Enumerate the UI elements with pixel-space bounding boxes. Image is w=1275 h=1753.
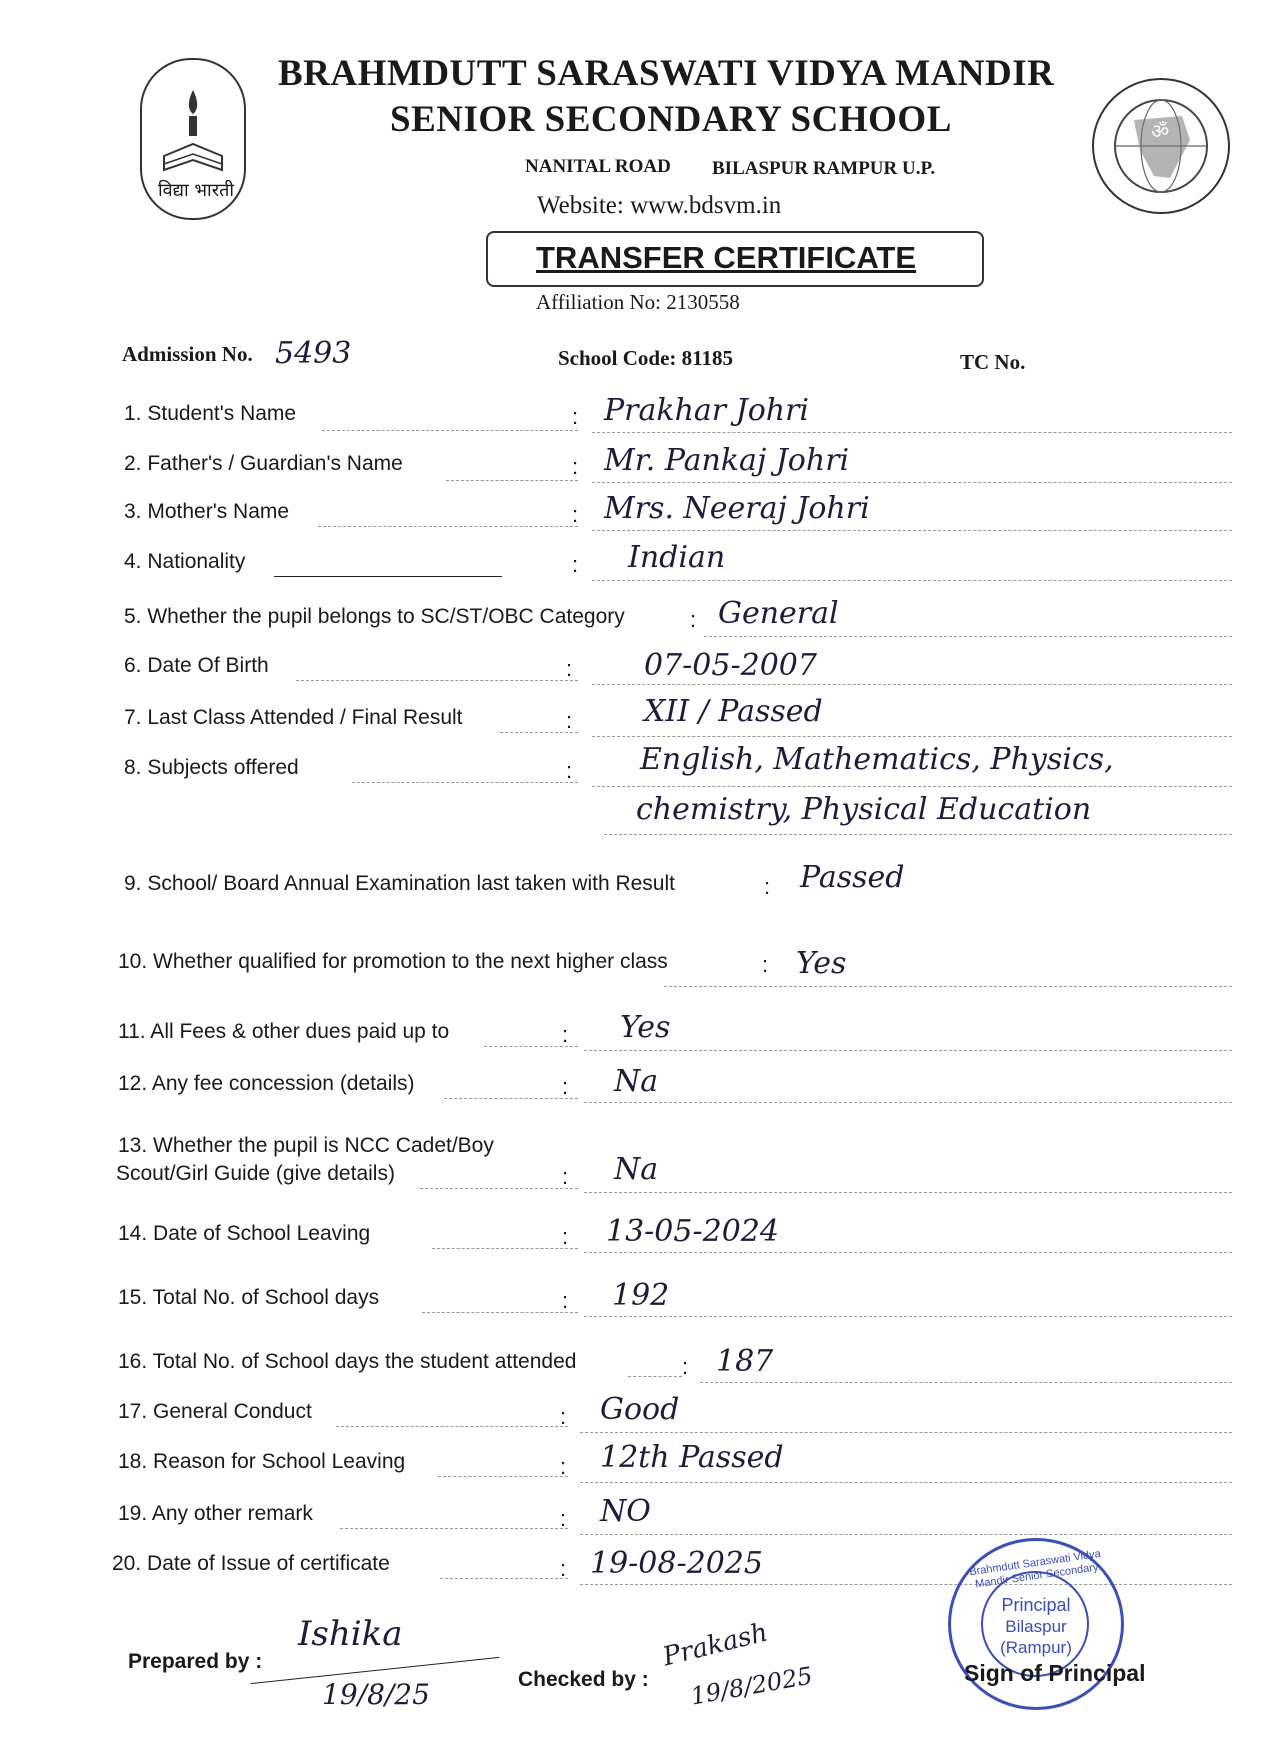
leaving-date-value: 13-05-2024 xyxy=(606,1214,779,1249)
dotted-leader xyxy=(336,1426,568,1427)
fees-paid-value: Yes xyxy=(620,1010,671,1045)
dotted-leader xyxy=(592,786,1232,787)
promotion-value: Yes xyxy=(796,946,847,981)
dotted-leader xyxy=(704,636,1232,637)
category-value: General xyxy=(718,596,839,631)
dotted-leader xyxy=(322,430,578,431)
school-days-value: 192 xyxy=(612,1278,670,1313)
dotted-leader xyxy=(592,684,1232,685)
field-label: 2. Father's / Guardian's Name xyxy=(124,452,403,475)
checked-by-date: 19/8/2025 xyxy=(688,1661,815,1711)
underline xyxy=(274,576,502,577)
globe-om-icon xyxy=(1094,80,1228,212)
colon: : xyxy=(562,1164,569,1189)
field-label: 10. Whether qualified for promotion to the next higher class xyxy=(118,950,668,973)
colon: : xyxy=(562,1288,569,1313)
dotted-leader xyxy=(432,1248,578,1249)
field-label: 5. Whether the pupil belongs to SC/ST/OBC Category xyxy=(124,605,625,628)
field-label: 17. General Conduct xyxy=(118,1400,312,1423)
colon: : xyxy=(566,708,573,733)
dotted-leader xyxy=(584,1192,1232,1193)
colon: : xyxy=(682,1354,689,1379)
stamp-center-line3: (Rampur) xyxy=(1000,1638,1072,1657)
dotted-leader xyxy=(592,530,1232,531)
dotted-leader xyxy=(318,526,578,527)
school-code: School Code: 81185 xyxy=(558,346,734,370)
bharatiya-shiksha-samiti-logo xyxy=(1092,78,1230,214)
prepared-by-label: Prepared by : xyxy=(128,1650,263,1673)
ncc-value: Na xyxy=(614,1152,659,1187)
field-label: 19. Any other remark xyxy=(118,1502,313,1525)
field-label: 13. Whether the pupil is NCC Cadet/Boy xyxy=(118,1134,494,1157)
conduct-value: Good xyxy=(600,1392,680,1427)
field-label: 11. All Fees & other dues paid up to xyxy=(118,1020,450,1043)
dotted-leader xyxy=(580,1482,1232,1483)
dotted-leader xyxy=(438,1476,568,1477)
admission-value: 5493 xyxy=(275,336,352,371)
dotted-leader xyxy=(296,680,578,681)
field-label-line2: Scout/Girl Guide (give details) xyxy=(116,1162,395,1185)
field-label: 15. Total No. of School days xyxy=(118,1286,380,1309)
checked-by-label: Checked by : xyxy=(518,1668,649,1691)
colon: : xyxy=(764,874,771,899)
field-label: 7. Last Class Attended / Final Result xyxy=(124,706,463,729)
dotted-leader xyxy=(444,1098,578,1099)
prepared-by-signature: Ishika xyxy=(298,1614,403,1654)
field-label: 8. Subjects offered xyxy=(124,756,299,779)
tc-number-label: TC No. xyxy=(960,350,1026,374)
father-name-value: Mr. Pankaj Johri xyxy=(604,443,850,478)
dotted-leader xyxy=(420,1188,578,1189)
colon: : xyxy=(562,1224,569,1249)
last-class-value: XII / Passed xyxy=(644,694,823,729)
dotted-leader xyxy=(584,1050,1232,1051)
dotted-leader xyxy=(340,1528,568,1529)
dotted-leader xyxy=(592,432,1232,433)
leaving-reason-value: 12th Passed xyxy=(600,1440,784,1475)
stamp-center-line2: Bilaspur xyxy=(1005,1617,1067,1636)
colon: : xyxy=(560,1506,567,1531)
dotted-leader xyxy=(580,1584,1232,1585)
stamp-center-line1: Principal xyxy=(1001,1595,1071,1615)
affiliation-number: Affiliation No: 2130558 xyxy=(536,290,740,314)
days-attended-value: 187 xyxy=(716,1344,774,1379)
dotted-leader xyxy=(422,1312,578,1313)
stamp-ring-text: Brahmdutt Saraswati Vidya Mandir Senior Secondary xyxy=(968,1547,1102,1591)
left-logo-text: विद्या भारती xyxy=(158,180,234,201)
colon: : xyxy=(560,1404,567,1429)
school-name-line1: BRAHMDUTT SARASWATI VIDYA MANDIR xyxy=(278,53,1055,94)
dotted-leader xyxy=(440,1578,568,1579)
certificate-title: TRANSFER CERTIFICATE xyxy=(536,240,917,275)
colon: : xyxy=(562,1074,569,1099)
field-label: 4. Nationality xyxy=(124,550,246,573)
colon: : xyxy=(566,656,573,681)
school-name-line2: SENIOR SECONDARY SCHOOL xyxy=(390,99,952,140)
exam-result-value: Passed xyxy=(800,860,905,895)
dotted-leader xyxy=(580,1534,1232,1535)
fee-concession-value: Na xyxy=(614,1064,659,1099)
dob-value: 07-05-2007 xyxy=(644,648,817,683)
prepared-by-date: 19/8/25 xyxy=(322,1678,430,1711)
website: Website: www.bdsvm.in xyxy=(537,192,782,219)
principal-sign-label: Sign of Principal xyxy=(964,1660,1146,1686)
dotted-leader xyxy=(446,480,578,481)
subjects-value-line1: English, Mathematics, Physics, xyxy=(640,742,1114,777)
dotted-leader xyxy=(592,580,1232,581)
dotted-leader xyxy=(592,482,1232,483)
field-label: 14. Date of School Leaving xyxy=(118,1222,371,1245)
dotted-leader xyxy=(580,1432,1232,1433)
svg-text:ॐ: ॐ xyxy=(1151,119,1170,143)
dotted-leader xyxy=(628,1376,682,1377)
dotted-leader xyxy=(584,1102,1232,1103)
mother-name-value: Mrs. Neeraj Johri xyxy=(604,491,870,526)
dotted-leader xyxy=(584,1316,1232,1317)
colon: : xyxy=(560,1556,567,1581)
field-label: 3. Mother's Name xyxy=(124,500,290,523)
field-label: 1. Student's Name xyxy=(124,402,297,425)
field-label: 6. Date Of Birth xyxy=(124,654,269,677)
issue-date-value: 19-08-2025 xyxy=(590,1546,763,1581)
colon: : xyxy=(572,552,579,577)
checked-by-signature: Prakash xyxy=(659,1617,771,1673)
field-label: 9. School/ Board Annual Examination last taken with Result xyxy=(124,872,675,895)
colon: : xyxy=(572,454,579,479)
address-city: BILASPUR RAMPUR U.P. xyxy=(712,158,936,179)
colon: : xyxy=(572,502,579,527)
field-label: 20. Date of Issue of certificate xyxy=(112,1552,390,1575)
colon: : xyxy=(560,1454,567,1479)
colon: : xyxy=(690,607,697,632)
dotted-leader xyxy=(604,834,1232,835)
dotted-leader xyxy=(700,1382,1232,1383)
colon: : xyxy=(562,1022,569,1047)
field-label: 16. Total No. of School days the student attended xyxy=(118,1350,577,1373)
admission-label: Admission No. xyxy=(122,342,253,366)
colon: : xyxy=(762,952,769,977)
dotted-leader xyxy=(352,782,578,783)
student-name-value: Prakhar Johri xyxy=(604,393,810,428)
colon: : xyxy=(566,758,573,783)
field-label: 12. Any fee concession (details) xyxy=(118,1072,415,1095)
remark-value: NO xyxy=(600,1494,651,1529)
dotted-leader xyxy=(584,1252,1232,1253)
field-label: 18. Reason for School Leaving xyxy=(118,1450,406,1473)
subjects-value-line2: chemistry, Physical Education xyxy=(636,792,1092,827)
colon: : xyxy=(572,404,579,429)
nationality-value: Indian xyxy=(628,540,726,575)
dotted-leader xyxy=(664,986,1232,987)
address-road: NANITAL ROAD xyxy=(525,156,671,177)
dotted-leader xyxy=(592,736,1232,737)
